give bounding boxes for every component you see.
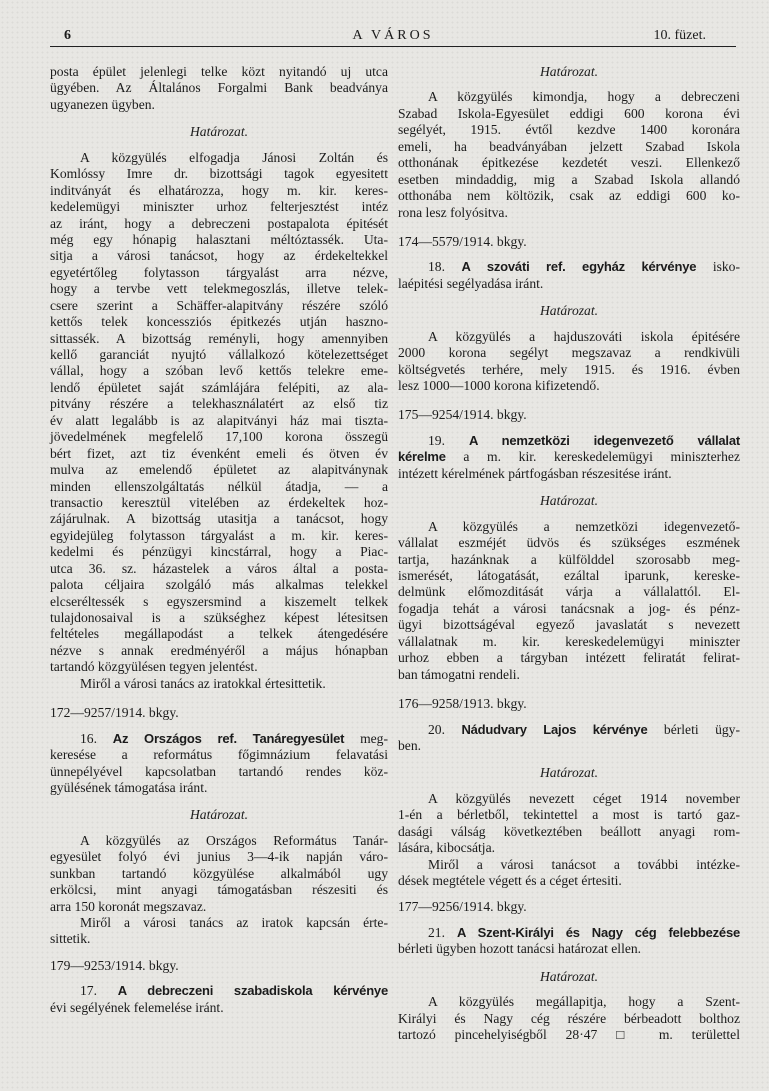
text-line: egyesület folyó évi junius 3—4-ik napján váro- xyxy=(50,849,388,865)
text-line: lására, kibocsátja. xyxy=(398,840,496,856)
agenda-item xyxy=(50,731,388,797)
text-line: A közgyülés nevezett céget 1914 november xyxy=(428,790,740,806)
item-title-bold: kérelme xyxy=(398,449,446,465)
text-line: dések megtétele végett és a céget értesiti. xyxy=(398,873,622,889)
text-line: arra 150 koronát megszavaz. xyxy=(50,898,207,914)
paragraph xyxy=(50,915,388,948)
text-line: kedelemügyi miniszter urhoz felterjesztést intéz xyxy=(50,199,388,215)
text-line: segélyét, 1915. évtől kezdve 1400 koronára xyxy=(398,122,740,138)
text-line: urhoz ebben a tárgyban intézett feliratát felirat- xyxy=(398,650,740,666)
text-line: vállalat eszméjét üdvös és szükséges eszmének xyxy=(398,535,740,551)
text-line: A közgyülés a hajduszováti iskola épitésére xyxy=(428,328,740,344)
text-line: Miről a városi tanács az iratok kapcsán érte- xyxy=(80,915,388,931)
text-segment: isko- xyxy=(696,259,741,275)
text-line: posta épület jelenlegi telke közt nyitandó uj utca xyxy=(50,64,388,79)
text-line: feltételes megállapodást a telkek átengedésére xyxy=(50,626,388,642)
text-line: emeli, ha beadványában jelzett Szabad Iskola xyxy=(398,138,740,154)
paragraph xyxy=(398,89,740,221)
text-line: delmünk előmozditását várja a vállalattól. El- xyxy=(398,584,740,600)
page-header xyxy=(50,28,736,47)
text-line: ben. xyxy=(398,737,422,753)
reference-number: 174—5579/1914. bkgy. xyxy=(398,233,527,249)
paragraph xyxy=(398,994,740,1043)
text-line: még egy hónapig halasztani méltóztassék. Uta- xyxy=(50,231,388,247)
resolution-heading: Határozat. xyxy=(539,765,599,781)
resolution-heading: Határozat. xyxy=(539,64,599,79)
paragraph xyxy=(398,519,740,683)
paragraph xyxy=(398,857,740,890)
text-line: keresése a református főgimnázium felavatási xyxy=(50,747,388,763)
text-line: tartja, hazánknak a külfölddel szorosabb meg- xyxy=(398,551,740,567)
publication-title: A VÁROS xyxy=(352,28,434,43)
resolution-heading: Határozat. xyxy=(539,303,599,319)
agenda-item xyxy=(50,983,388,1016)
paragraph xyxy=(50,833,388,915)
text-line: tulajdonosaival is a szükséghez képest létesitsen xyxy=(50,610,388,626)
text-line: Komlóssy Imre dr. bizottsági tagok egyesitett xyxy=(50,166,388,182)
item-title-bold: Az Országos ref. Tanáregyesület xyxy=(112,730,345,746)
text-segment: 19. xyxy=(428,432,469,448)
agenda-item xyxy=(398,259,740,292)
resolution-heading: Határozat. xyxy=(189,807,249,823)
text-segment: a m. kir. kereskedelemügyi miniszterhez xyxy=(445,449,740,465)
text-line: 1-én a bérletből, tekintettel a most is tartó gaz- xyxy=(398,807,740,823)
text-line: Királyi és Nagy cég részére bérbeadott bolthoz xyxy=(398,1010,740,1026)
page-number: 6 xyxy=(64,28,71,43)
item-title-bold: A debreczeni szabadiskola kérvénye xyxy=(117,983,388,999)
text-line: kedelmi és pénzügyi kincstárral, hogy a Piac- xyxy=(50,544,388,560)
item-title-bold: A szováti ref. egyház kérvénye xyxy=(461,259,697,275)
reference-number: 176—9258/1913. bkgy. xyxy=(398,696,527,712)
agenda-item xyxy=(398,433,740,482)
text-line: fogadja tehát a városi tanácsnak a jog- és pénz- xyxy=(398,600,740,616)
text-segment: meg- xyxy=(344,730,388,746)
resolution-heading: Határozat. xyxy=(189,124,249,140)
text-line: tartandó közgyülésen tegyen jelentést. xyxy=(50,659,258,675)
text-segment: 17. xyxy=(80,983,118,999)
paragraph xyxy=(50,676,388,692)
text-line: hogy a tervbe vett telekmegoszlás, illetve telek- xyxy=(50,281,388,297)
text-segment: 18. xyxy=(428,259,462,275)
text-line xyxy=(398,433,740,449)
text-segment: 21. xyxy=(428,924,457,940)
text-line: intézett kérelmének pártfogásban részesitése iránt. xyxy=(398,465,672,481)
text-line xyxy=(398,449,740,465)
reference-number: 177—9256/1914. bkgy. xyxy=(398,899,527,915)
text-segment: 16. xyxy=(80,730,113,746)
text-line xyxy=(398,722,740,738)
item-title-bold: A nemzetközi idegenvezető vállalat xyxy=(468,432,741,448)
text-line: évi segélyének felemelése iránt. xyxy=(50,999,224,1015)
agenda-item xyxy=(398,925,740,958)
text-line: mulva az emelendő épületet az alapitványnak xyxy=(50,462,388,478)
text-line: 2000 korona segélyt megszavaz a rendkivüli xyxy=(398,345,740,361)
text-line: év alatt legalább is az alapitványi ház mai tiszta- xyxy=(50,412,388,428)
text-line: ismerését, látogatását, ezáltal iparunk, kereske- xyxy=(398,568,740,584)
text-line: esetben mindaddig, mig a Szabad Iskola allandó xyxy=(398,171,740,187)
text-line: erkölcsi, mint anyagi támogatásban részesiti és xyxy=(50,882,388,898)
text-line: bérleti ügyben hozott tanácsi határozat ellen. xyxy=(398,941,642,957)
text-line xyxy=(398,259,740,275)
text-line: ünnepélyével kapcsolatban tartandó rendes köz- xyxy=(50,763,388,779)
text-line: utca 36. sz. házastelek a város által a posta- xyxy=(50,560,388,576)
text-line: Szabad Iskola-Egyesület eddigi 600 korona évi xyxy=(398,105,740,121)
paragraph xyxy=(50,64,388,113)
text-line xyxy=(398,925,740,941)
resolution-heading: Határozat. xyxy=(539,493,599,509)
text-line: A közgyülés kimondja, hogy a debreczeni xyxy=(428,89,740,105)
resolution-heading: Határozat. xyxy=(539,968,599,984)
text-line: A közgyülés az Országos Református Tanár- xyxy=(80,832,388,848)
text-line: sittassék. A bizottság reményli, hogy amennyiben xyxy=(50,330,388,346)
text-line: lesz 1000—1000 korona kifizetendő. xyxy=(398,378,600,394)
text-line: az iránt, hogy a debreczeni postapalota épitését xyxy=(50,215,388,231)
text-line xyxy=(50,731,388,747)
text-line: ügyében. Az Általános Forgalmi Bank beadványa xyxy=(50,80,388,96)
text-line: tartozó pincehelyiségből 28·47 □ m. területtel xyxy=(398,1027,740,1043)
item-title-bold: A Szent-Királyi és Nagy cég felebbezése xyxy=(456,924,740,940)
column-left xyxy=(50,64,388,1024)
column-right xyxy=(398,64,740,1044)
text-line: otthonába nem költözik, csak az eddigi 600 ko- xyxy=(398,188,740,204)
text-line: ügyi bizottságéval egyező javaslatát s nevezett xyxy=(398,617,740,633)
text-line: gyülésének támogatása iránt. xyxy=(50,779,208,795)
text-line: dasági válság következtében beállott anyagi rom- xyxy=(398,823,740,839)
text-line: költségvetés terhére, mely 1915. és 1916. évben xyxy=(398,361,740,377)
text-line: zájárulnak. A bizottság utasitja a tanácsot, hogy xyxy=(50,511,388,527)
reference-number: 175—9254/1914. bkgy. xyxy=(398,407,527,423)
text-line: kettős telek koncessziós épitkezés utján haszno- xyxy=(50,314,388,330)
paragraph xyxy=(398,329,740,395)
text-line: rona lesz folyósitva. xyxy=(398,204,508,220)
text-line: kellő garanciát nyujtó vállalkozó kötelezettséget xyxy=(50,347,388,363)
text-line: A közgyülés megállapitja, hogy a Szent- xyxy=(428,994,740,1010)
text-line: palota céljaira szolgáló más alkalmas telekkel xyxy=(50,577,388,593)
text-line: otthonának épitkezése kezdetét veszi. Ellenkező xyxy=(398,155,740,171)
text-line: egyidejüleg folytasson tárgyalást a m. kir. keres- xyxy=(50,527,388,543)
text-segment: bérleti ügy- xyxy=(647,721,741,737)
text-line: elcseréltessék s egyszersmind a kiszemelt telkek xyxy=(50,593,388,609)
text-line: egyetértőleg folytasson tárgyalást arra nézve, xyxy=(50,264,388,280)
text-line: A közgyülés a nemzetközi idegenvezető- xyxy=(428,518,740,534)
text-line: csere szerint a Schäffer-alapitvány részére szóló xyxy=(50,297,388,313)
text-line: lendő épületet saját számlájára felépiti, az ala- xyxy=(50,379,388,395)
reference-number: 179—9253/1914. bkgy. xyxy=(50,957,179,973)
text-line: vállal, hogy a szóban levő kettős telekre eme- xyxy=(50,363,388,379)
text-line: transactio keresztül vitelében az érdekeltek hoz- xyxy=(50,494,388,510)
text-line: nézve s annak eredményéről a május hónapban xyxy=(50,642,388,658)
text-line: inditványát és elhatározza, hogy m. kir. keres- xyxy=(50,182,388,198)
text-line: sittetik. xyxy=(50,931,91,947)
text-line: ban támogatni rendeli. xyxy=(398,666,520,682)
text-line: minden ellenszolgáltatás nélkül átadja, — a xyxy=(50,478,388,494)
text-line xyxy=(50,983,388,999)
item-title-bold: Nádudvary Lajos kérvénye xyxy=(461,721,648,737)
text-line: Miről a városi tanácsot a további intézke- xyxy=(428,856,740,872)
agenda-item xyxy=(398,722,740,755)
text-line: sunkban tartandó közgyülése alkalmából ugy xyxy=(50,865,388,881)
text-line: vállalatnak m. kir. kereskedelemügyi miniszter xyxy=(398,633,740,649)
text-line: bért fizet, azt tiz évenként emeli és ötven év xyxy=(50,445,388,461)
text-line: jövedelmének megfelelő 17,100 korona összegü xyxy=(50,429,388,445)
issue-number: 10. füzet. xyxy=(653,28,706,43)
paragraph xyxy=(50,150,388,676)
reference-number: 172—9257/1914. bkgy. xyxy=(50,705,179,721)
paragraph xyxy=(398,791,740,857)
text-line: A közgyülés elfogadja Jánosi Zoltán és xyxy=(80,149,388,165)
text-segment: 20. xyxy=(428,721,462,737)
text-line: Miről a városi tanács az iratokkal értesittetik. xyxy=(80,675,326,691)
text-line: laépitési segélyadása iránt. xyxy=(398,275,544,291)
text-line: sitja a városi tanácsot, hogy az érdekeltekkel xyxy=(50,248,388,264)
text-line: ugyanezen ügyben. xyxy=(50,96,155,112)
text-line: pitvány részére a telekhasználatért az első tiz xyxy=(50,396,388,412)
